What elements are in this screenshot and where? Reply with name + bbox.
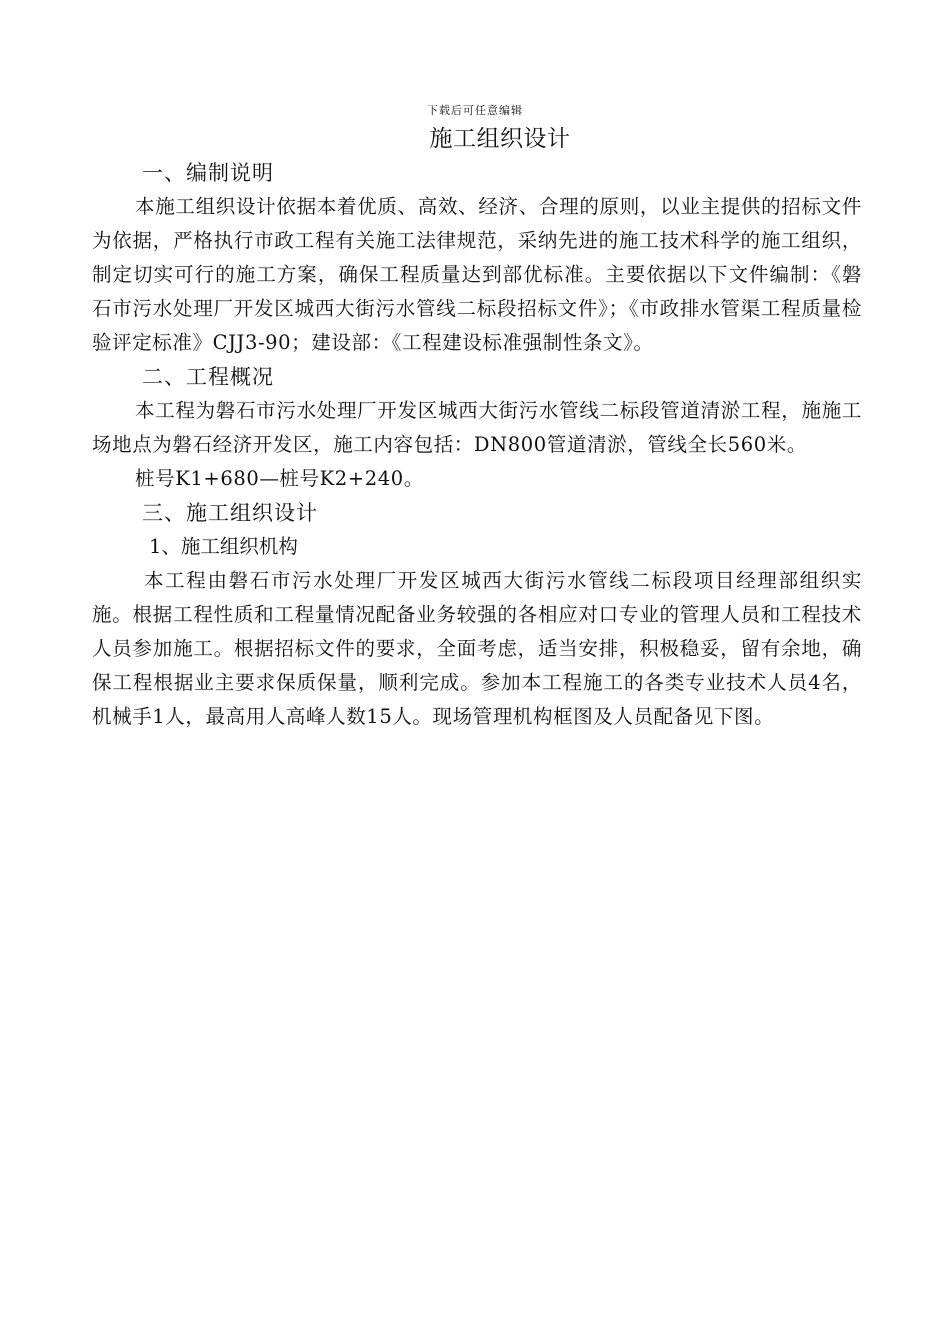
body-paragraph: 本工程为磐石市污水处理厂开发区城西大街污水管线二标段管道清淤工程，施施工场地点为磐石经济开发区，施工内容包括：DN800管道清淤，管线全长560米。	[92, 399, 862, 456]
document-body	[92, 156, 862, 734]
section-construction-organization	[92, 496, 862, 734]
section-heading: 三、施工组织设计	[142, 501, 318, 525]
body-paragraph: 本施工组织设计依据本着优质、高效、经济、合理的原则，以业主提供的招标文件为依据，严格执行市政工程有关施工法律规范，采纳先进的施工技术科学的施工组织，制定切实可行的施工方案，确保工程质量达到部优标准。主要依据以下文件编制：《磐石市污水处理厂开发区城西大街污水管线二标段招标文件》；《市政排水管渠工程质量检验评定标准》CJJ3-90；建设部：《工程建设标准强制性条文》。	[92, 195, 862, 354]
section-compilation-notes	[92, 156, 862, 360]
body-paragraph: 本工程由磐石市污水处理厂开发区城西大街污水管线二标段项目经理部组织实施。根据工程性质和工程量情况配备业务较强的各相应对口专业的管理人员和工程技术人员参加施工。根据招标文件的要求，全面考虑，适当安排，积极稳妥，留有余地，确保工程根据业主要求保质保量，顺利完成。参加本工程施工的各类专业技术人员4名，机械手1人，最高用人高峰人数15人。现场管理机构框图及人员配备见下图。	[92, 569, 862, 728]
document-title: 施工组织设计	[429, 126, 571, 152]
section-project-overview	[92, 360, 862, 496]
section-heading: 一、编制说明	[142, 161, 274, 185]
subsection-heading: 1、施工组织机构	[149, 535, 298, 558]
header-note: 下载后可任意编辑	[427, 104, 523, 117]
section-heading: 二、工程概况	[142, 365, 274, 389]
body-paragraph: 桩号K1+680—桩号K2+240。	[135, 467, 424, 490]
